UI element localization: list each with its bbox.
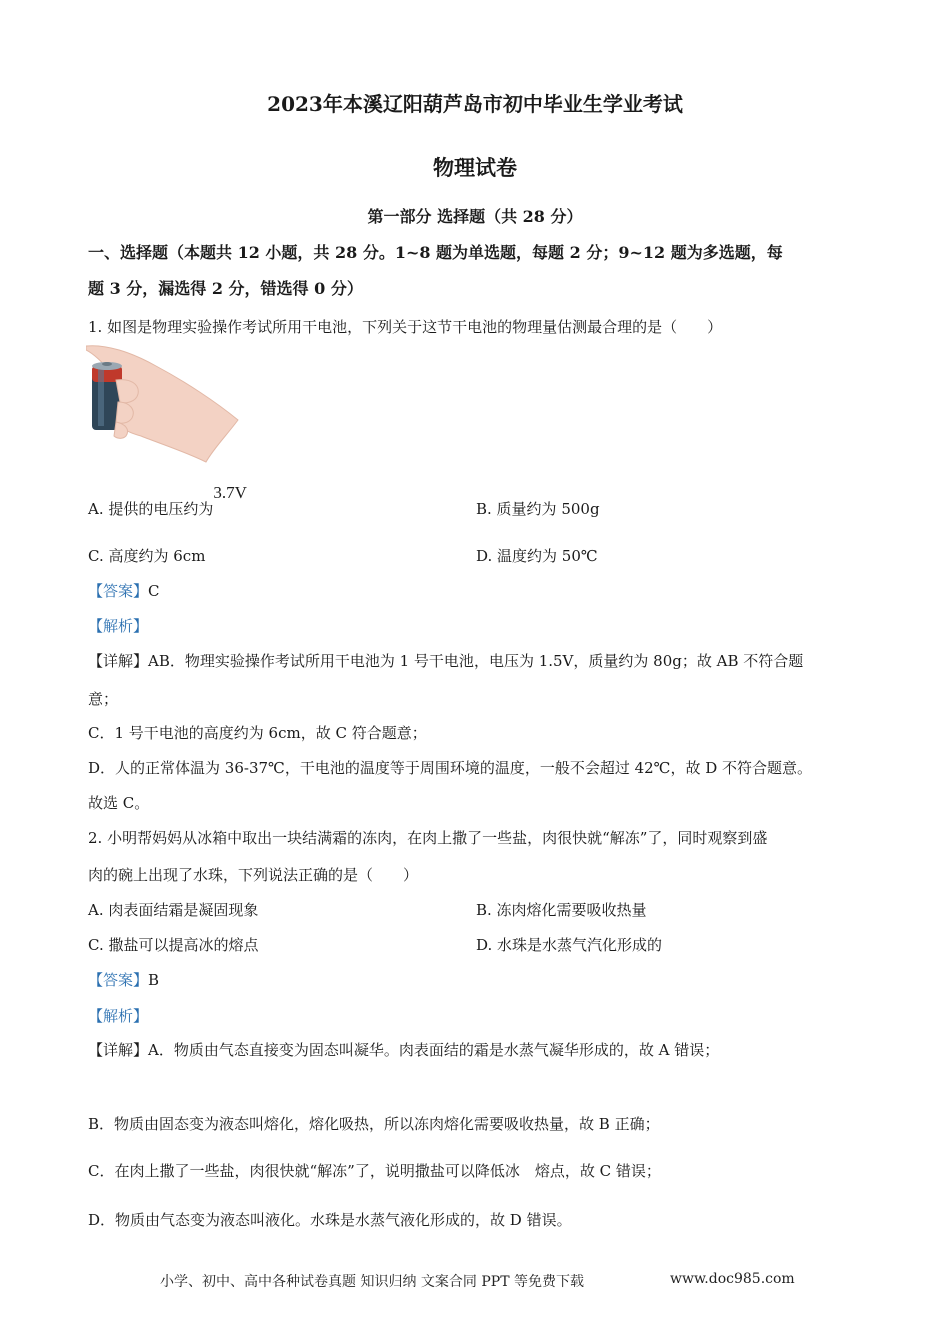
q1-option-a xyxy=(88,483,247,519)
q1-option-a-value: 3.7V xyxy=(213,483,247,502)
q1-option-d: D. 温度约为 50℃ xyxy=(476,547,598,565)
battery-hand-illustration xyxy=(86,344,242,464)
q1-stem: 1. 如图是物理实验操作考试所用干电池，下列关于这节干电池的物理量估测最合理的是（ ） xyxy=(88,318,723,336)
q2-detail-line3: C．在肉上撒了一些盐，肉很快就“解冻”了，说明撒盐可以降低冰 熔点，故 C 错误； xyxy=(88,1162,661,1180)
section-heading-line1: 一、选择题（本题共 12 小题，共 28 分。1~8 题为单选题，每题 2 分；9~12 题为多选题，每 xyxy=(88,243,783,262)
footer-text: 小学、初中、高中各种试卷真题 知识归纳 文案合同 PPT 等免费下载 xyxy=(160,1274,584,1290)
footer-url[interactable]: www.doc985.com xyxy=(670,1271,795,1287)
q1-option-b: B. 质量约为 500g xyxy=(476,500,600,518)
q2-option-d: D. 水珠是水蒸气汽化形成的 xyxy=(476,936,663,954)
q2-stem-line1: 2. 小明帮妈妈从冰箱中取出一块结满霜的冻肉，在肉上撒了一些盐，肉很快就“解冻”了，同时观察到盛 xyxy=(88,829,768,847)
q2-option-a: A. 肉表面结霜是凝固现象 xyxy=(88,901,259,919)
q2-option-b: B. 冻肉熔化需要吸收热量 xyxy=(476,901,647,919)
exam-subtitle: 物理试卷 xyxy=(433,155,517,180)
q2-option-c: C. 撒盐可以提高冰的熔点 xyxy=(88,936,259,954)
q1-detail-line4: D．人的正常体温为 36-37℃，干电池的温度等于周围环境的温度，一般不会超过 42℃，故 D 不符合题意。 xyxy=(88,759,813,777)
q2-answer-value: B xyxy=(148,971,160,989)
q2-answer xyxy=(88,969,159,990)
q1-detail-line3: C．1 号干电池的高度约为 6cm，故 C 符合题意； xyxy=(88,724,427,742)
q2-analysis-tag: 【解析】 xyxy=(88,1007,149,1025)
q1-answer-value: C xyxy=(148,582,160,600)
q2-detail-line1: 【详解】A．物质由气态直接变为固态叫凝华。肉表面结的霜是水蒸气凝华形成的，故 A 错误； xyxy=(88,1041,720,1059)
q1-analysis-tag: 【解析】 xyxy=(88,617,149,635)
q2-stem-line2: 肉的碗上出现了水珠，下列说法正确的是（ ） xyxy=(88,866,419,884)
exam-title: 2023年本溪辽阳葫芦岛市初中毕业生学业考试 xyxy=(267,92,683,116)
q1-detail-line2: 意； xyxy=(88,690,119,708)
q1-option-c: C. 高度约为 6cm xyxy=(88,547,206,565)
q1-detail-line1: 【详解】AB．物理实验操作考试所用干电池为 1 号干电池，电压为 1.5V，质量约为 80g；故 AB 不符合题 xyxy=(88,652,804,670)
part-heading: 第一部分 选择题（共 28 分） xyxy=(367,207,583,226)
q1-option-a-text: A. 提供的电压约为 xyxy=(88,500,214,518)
q2-detail-line2: B．物质由固态变为液态叫熔化，熔化吸热，所以冻肉熔化需要吸收热量，故 B 正确； xyxy=(88,1115,660,1133)
answer-tag: 【答案】 xyxy=(88,582,149,600)
q2-detail-line4: D．物质由气态变为液态叫液化。水珠是水蒸气液化形成的，故 D 错误。 xyxy=(88,1211,572,1229)
section-heading-line2: 题 3 分，漏选得 2 分，错选得 0 分） xyxy=(88,279,363,298)
q1-answer xyxy=(88,580,160,601)
answer-tag: 【答案】 xyxy=(88,971,149,989)
q1-detail-line5: 故选 C。 xyxy=(88,794,150,812)
